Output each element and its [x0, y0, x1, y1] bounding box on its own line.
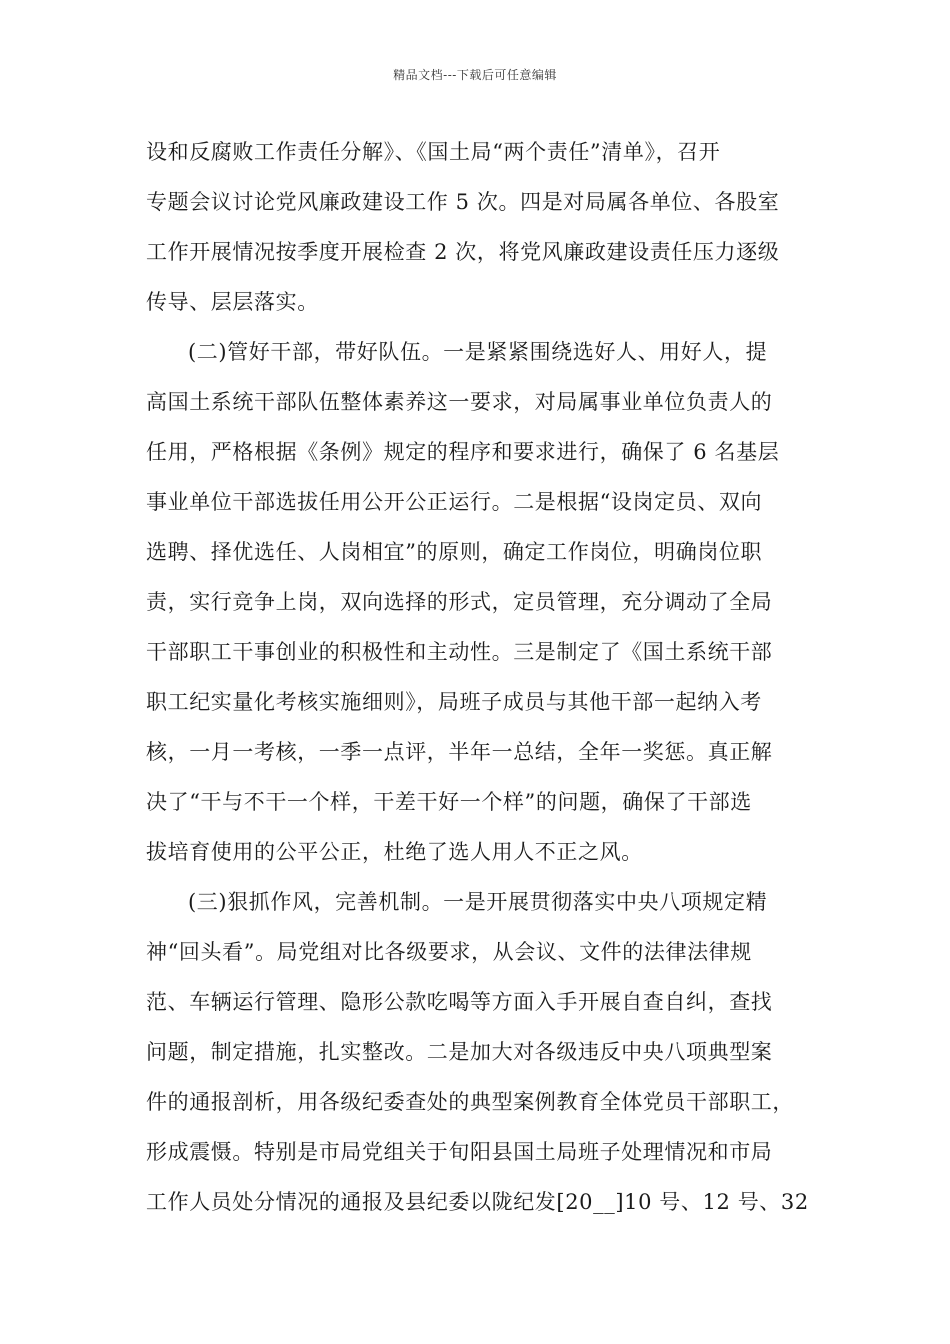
text-line: 设和反腐败工作责任分解》、《国土局“两个责任”清单》，召开	[146, 140, 721, 164]
text-line: 传导、层层落实。	[146, 290, 319, 314]
text-line: 工作开展情况按季度开展检查 2 次，将党风廉政建设责任压力逐级	[146, 240, 780, 264]
text-line: 职工纪实量化考核实施细则》，局班子成员与其他干部一起纳入考	[146, 690, 762, 714]
text-line: 事业单位干部选拔任用公开公正运行。二是根据“设岗定员、双向	[146, 490, 763, 514]
text-line: 决了“干与不干一个样，干差干好一个样”的问题，确保了干部选	[146, 790, 752, 814]
text-line: 干部职工干事创业的积极性和主动性。三是制定了《国土系统干部	[146, 640, 773, 664]
text-line: 问题，制定措施，扎实整改。二是加大对各级违反中央八项典型案	[146, 1040, 773, 1064]
document-body	[146, 130, 816, 1230]
text-line: 任用，严格根据《条例》规定的程序和要求进行，确保了 6 名基层	[146, 440, 780, 464]
text-line: 工作人员处分情况的通报及县纪委以陇纪发[20__]10 号、12 号、32	[146, 1190, 809, 1214]
text-line: 专题会议讨论党风廉政建设工作 5 次。四是对局属各单位、各股室	[146, 190, 780, 214]
text-line: 神“回头看”。局党组对比各级要求，从会议、文件的法律法律规	[146, 940, 752, 964]
text-line: 拔培育使用的公平公正，杜绝了选人用人不正之风。	[146, 840, 643, 864]
paragraph-heading-line: (三)狠抓作风，完善机制。一是开展贯彻落实中央八项规定精	[188, 890, 768, 914]
text-line: 件的通报剖析，用各级纪委查处的典型案例教育全体党员干部职工，	[146, 1090, 794, 1114]
text-line: 核，一月一考核，一季一点评，半年一总结，全年一奖惩。真正解	[146, 740, 773, 764]
text-line: 高国土系统干部队伍整体素养这一要求，对局属事业单位负责人的	[146, 390, 773, 414]
page-header: 精品文档---下载后可任意编辑	[393, 68, 557, 82]
text-line: 范、车辆运行管理、隐形公款吃喝等方面入手开展自查自纠，查找	[146, 990, 773, 1014]
paragraph-heading-line: (二)管好干部，带好队伍。一是紧紧围绕选好人、用好人，提	[188, 340, 768, 364]
text-line: 形成震慑。特别是市局党组关于旬阳县国土局班子处理情况和市局	[146, 1140, 773, 1164]
text-line: 选聘、择优选任、人岗相宜”的原则，确定工作岗位，明确岗位职	[146, 540, 763, 564]
text-line: 责，实行竞争上岗，双向选择的形式，定员管理，充分调动了全局	[146, 590, 773, 614]
